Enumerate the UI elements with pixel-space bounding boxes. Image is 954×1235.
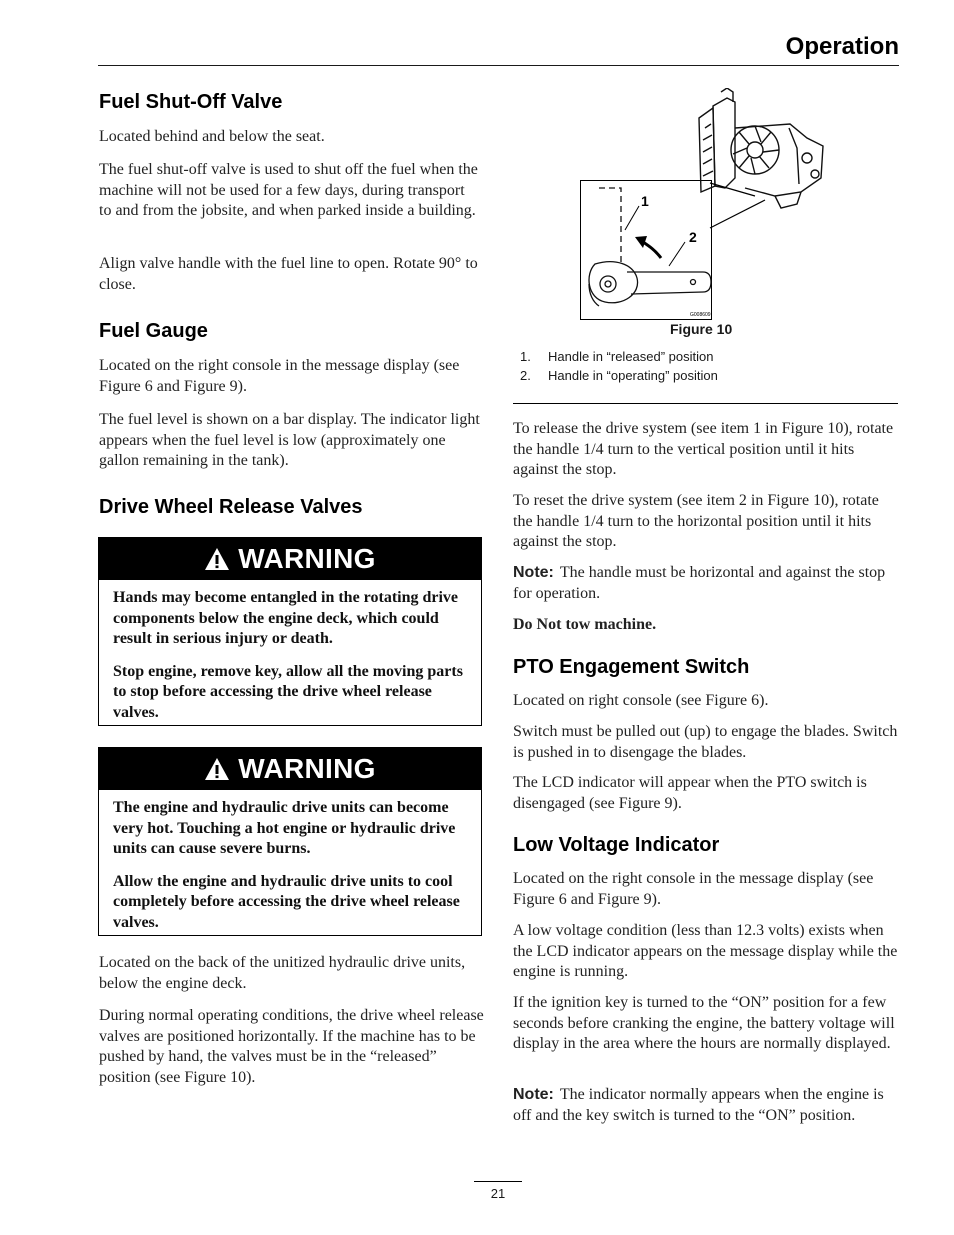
warning-triangle-icon <box>204 547 230 571</box>
fuel-shutoff-p1: Located behind and below the seat. <box>99 128 325 145</box>
legend-item <box>520 367 718 386</box>
warning-box-1 <box>98 537 482 726</box>
do-not-tow: Do Not tow machine. <box>513 616 657 633</box>
drive-wheel-p1: Located on the back of the unitized hydraulic drive units, below the engine deck. <box>99 954 466 992</box>
figure-code: G008609 <box>690 312 711 318</box>
drive-wheel-p2: During normal operating conditions, the drive wheel release valves are positioned horizontally. If the machine has to be pushed by hand, the valves must be in the “released” position (see Figure 10). <box>99 1007 484 1086</box>
figure-divider <box>513 403 898 404</box>
warning-box-2 <box>98 747 482 936</box>
note-1 <box>513 563 893 604</box>
fuel-shutoff-p3: Align valve handle with the fuel line to open. Rotate 90° to close. <box>99 255 478 293</box>
fuel-shutoff-p2: The fuel shut-off valve is used to shut off the fuel when the machine will not be used for a few days, during transport to and from the jobsite, and when parked inside a building. <box>99 161 478 219</box>
reset-drive-p: To reset the drive system (see item 2 in Figure 10), rotate the handle 1/4 turn to the horizontal position until it hits against the stop. <box>513 492 879 550</box>
warning-1-text-1: Hands may become entangled in the rotating drive components below the engine deck, which could result in serious injury or death. <box>113 589 459 647</box>
figure-legend <box>520 348 718 385</box>
drive-wheel-heading: Drive Wheel Release Valves <box>99 496 363 518</box>
figure-10-illustration <box>575 88 835 320</box>
note-text: The indicator normally appears when the engine is off and the key switch is turned to the “ON” position. <box>513 1086 884 1124</box>
section-title: Operation <box>785 33 899 60</box>
fuel-gauge-p1: Located on the right console in the message display (see Figure 6 and Figure 9). <box>99 357 460 395</box>
warning-banner <box>99 748 481 790</box>
pto-p3: The LCD indicator will appear when the PTO switch is disengaged (see Figure 9). <box>513 774 867 812</box>
warning-triangle-icon <box>204 757 230 781</box>
legend-item <box>520 348 718 367</box>
warning-label: WARNING <box>238 753 376 784</box>
pto-heading: PTO Engagement Switch <box>513 656 750 678</box>
note-label: Note: <box>513 564 554 581</box>
warning-banner <box>99 538 481 580</box>
fuel-shutoff-heading: Fuel Shut-Off Valve <box>99 91 283 113</box>
note-2 <box>513 1085 888 1126</box>
warning-2-text-1: The engine and hydraulic drive units can become very hot. Touching a hot engine or hydraulic drive units can cause severe burns. <box>113 799 456 857</box>
page-number: 21 <box>490 1186 506 1201</box>
legend-item-number: 2. <box>520 367 531 383</box>
page-header <box>98 32 899 66</box>
pto-p1: Located on right console (see Figure 6). <box>513 692 769 709</box>
note-text: The handle must be horizontal and against the stop for operation. <box>513 564 886 602</box>
note-label: Note: <box>513 1086 554 1103</box>
figure-caption: Figure 10 <box>670 321 733 337</box>
warning-1-text-2: Stop engine, remove key, allow all the moving parts to stop before accessing the drive wheel release valves. <box>113 662 463 721</box>
fuel-gauge-p2: The fuel level is shown on a bar display. The indicator light appears when the fuel level is low (approximately one gallon remaining in the tank). <box>99 411 480 469</box>
low-voltage-p1: Located on the right console in the message display (see Figure 6 and Figure 9). <box>513 870 874 908</box>
legend-item-number: 1. <box>520 349 531 364</box>
fuel-gauge-heading: Fuel Gauge <box>99 320 208 342</box>
low-voltage-heading: Low Voltage Indicator <box>513 834 720 856</box>
release-drive-p: To release the drive system (see item 1 in Figure 10), rotate the handle 1/4 turn to the vertical position until it hits against the stop. <box>513 420 894 478</box>
warning-2-text-2: Allow the engine and hydraulic drive units to cool completely before accessing the drive wheel release valves. <box>113 872 460 931</box>
figure-callout-1: 1 <box>641 193 649 209</box>
pto-p2: Switch must be pulled out (up) to engage the blades. Switch is pushed in to disengage the blades. <box>513 723 898 761</box>
legend-item-text: Handle in “operating” position <box>548 367 718 383</box>
page-number-rule <box>474 1181 522 1182</box>
figure-callout-2: 2 <box>689 229 697 245</box>
legend-item-text: Handle in “released” position <box>548 349 714 364</box>
low-voltage-p2: A low voltage condition (less than 12.3 volts) exists when the LCD indicator appears on the message display while the engine is running. <box>513 922 898 980</box>
warning-label: WARNING <box>238 543 376 574</box>
low-voltage-p3: If the ignition key is turned to the “ON” position for a few seconds before cranking the engine, the battery voltage will display in the area where the hours are normally displayed. <box>513 994 895 1052</box>
